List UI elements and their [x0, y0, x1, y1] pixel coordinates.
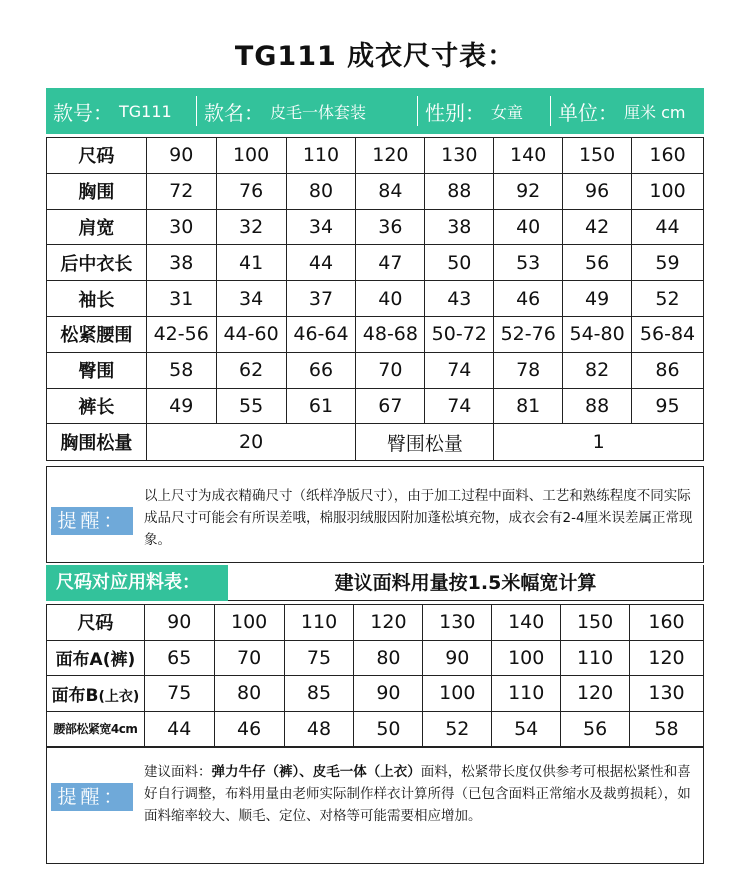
- table-cell: 82: [563, 352, 632, 388]
- table-cell: 62: [216, 352, 286, 388]
- table-row-shoulder: [47, 209, 704, 245]
- table-cell: 32: [216, 209, 286, 245]
- table-cell: 75: [144, 676, 214, 712]
- size-cell: 140: [492, 605, 561, 641]
- table-cell: 90: [354, 676, 423, 712]
- table-cell: 120: [561, 676, 630, 712]
- row-label-main: 面布B: [51, 685, 99, 706]
- table-cell: 46: [494, 281, 563, 317]
- table-cell: 72: [146, 173, 216, 209]
- fabric-reminder-text: [144, 761, 699, 827]
- table-cell: 30: [146, 209, 216, 245]
- text-plain: 面料，松紧带长度仅供参考可根据松紧性和喜好自行调整，布料用量由老师实际制作样衣计算所得（已包含面料正常缩水及裁剪损耗），如面料缩率较大、顺毛、定位、对格等可能需要相应增加。: [144, 764, 691, 824]
- size-table: [46, 137, 704, 461]
- table-cell: 47: [356, 245, 425, 281]
- table-row-back-length: [47, 245, 704, 281]
- table-cell: 50: [354, 711, 423, 747]
- hip-ease-value: 1: [494, 424, 704, 461]
- table-cell: 80: [214, 676, 284, 712]
- row-label: 裤长: [47, 388, 147, 424]
- table-cell: 56: [563, 245, 632, 281]
- table-cell: 55: [216, 388, 286, 424]
- table-cell: 67: [356, 388, 425, 424]
- gender-value: 女童: [491, 102, 524, 122]
- row-label: 后中衣长: [47, 245, 147, 281]
- size-cell: 140: [494, 138, 563, 174]
- table-cell: 75: [284, 640, 354, 676]
- table-cell: 70: [214, 640, 284, 676]
- table-cell: 49: [563, 281, 632, 317]
- table-cell: 49: [146, 388, 216, 424]
- row-label-small: (上衣): [98, 688, 140, 705]
- unit: [551, 88, 703, 134]
- fabric-section-title: 尺码对应用料表：: [46, 565, 228, 601]
- table-cell: 59: [632, 245, 704, 281]
- row-label: 胸围: [47, 173, 147, 209]
- size-cell: 160: [630, 605, 704, 641]
- table-row-waist: [47, 316, 704, 352]
- table-cell: 53: [494, 245, 563, 281]
- table-cell: 46-64: [286, 316, 356, 352]
- table-cell: 48: [284, 711, 354, 747]
- size-header-row: [47, 138, 704, 174]
- table-cell: 90: [423, 640, 492, 676]
- table-cell: 42: [563, 209, 632, 245]
- table-cell: 44-60: [216, 316, 286, 352]
- table-row-chest: [47, 173, 704, 209]
- row-label: [47, 676, 145, 712]
- table-cell: 66: [286, 352, 356, 388]
- table-cell: 58: [630, 711, 704, 747]
- table-cell: 96: [563, 173, 632, 209]
- table-cell: 81: [494, 388, 563, 424]
- table-cell: 37: [286, 281, 356, 317]
- table-cell: 78: [494, 352, 563, 388]
- table-cell: 88: [563, 388, 632, 424]
- size-cell: 100: [214, 605, 284, 641]
- table-cell: 56-84: [632, 316, 704, 352]
- table-cell: 80: [354, 640, 423, 676]
- table-cell: 58: [146, 352, 216, 388]
- size-cell: 130: [423, 605, 492, 641]
- table-row-pants-length: [47, 388, 704, 424]
- table-cell: 38: [146, 245, 216, 281]
- table-cell: 52: [632, 281, 704, 317]
- table-cell: 86: [632, 352, 704, 388]
- table-cell: 92: [494, 173, 563, 209]
- product-info-bar: [46, 88, 704, 134]
- table-cell: 54-80: [563, 316, 632, 352]
- size-cell: 110: [286, 138, 356, 174]
- size-cell: 90: [146, 138, 216, 174]
- size-cell: 100: [216, 138, 286, 174]
- text-plain: 建议面料：: [144, 764, 212, 780]
- table-cell: 41: [216, 245, 286, 281]
- size-cell: 130: [425, 138, 494, 174]
- row-label: 袖长: [47, 281, 147, 317]
- table-cell: 44: [632, 209, 704, 245]
- reminder-text: 以上尺寸为成衣精确尺寸（纸样净版尺寸），由于加工过程中面料、工艺和熟练程度不同实际成品尺寸可能会有所误差哦，棉服羽绒服因附加蓬松填充物，成衣会有2-4厘米误差属正常现象。: [144, 488, 693, 548]
- chest-ease-label: 胸围松量: [47, 424, 147, 461]
- reminder-box: [46, 466, 704, 563]
- size-cell: 120: [356, 138, 425, 174]
- table-cell: 44: [144, 711, 214, 747]
- gender-label: 性别：: [425, 100, 485, 125]
- size-header-label: 尺码: [47, 138, 147, 174]
- row-label: 松紧腰围: [47, 316, 147, 352]
- hip-ease-label: 臀围松量: [356, 424, 494, 461]
- row-label: 臀围: [47, 352, 147, 388]
- fabric-section-header: [46, 565, 704, 601]
- ease-row: [47, 424, 704, 461]
- table-cell: 130: [630, 676, 704, 712]
- table-row-fabric-b: [47, 676, 704, 712]
- style-name: [197, 88, 417, 134]
- table-row-hip: [47, 352, 704, 388]
- table-cell: 76: [216, 173, 286, 209]
- table-cell: 40: [494, 209, 563, 245]
- table-cell: 34: [216, 281, 286, 317]
- table-cell: 84: [356, 173, 425, 209]
- table-cell: 110: [561, 640, 630, 676]
- row-label: 腰部松紧宽4cm: [47, 711, 145, 747]
- table-row-sleeve: [47, 281, 704, 317]
- style-no-value: TG111: [119, 101, 172, 121]
- table-cell: 40: [356, 281, 425, 317]
- fabric-header-row: [47, 605, 704, 641]
- page-title: TG111 成衣尺寸表：: [234, 41, 516, 72]
- table-cell: 85: [284, 676, 354, 712]
- table-cell: 31: [146, 281, 216, 317]
- table-row-fabric-a: [47, 640, 704, 676]
- chest-ease-value: 20: [146, 424, 356, 461]
- table-cell: 43: [425, 281, 494, 317]
- table-row-waistband: [47, 711, 704, 747]
- table-cell: 44: [286, 245, 356, 281]
- table-cell: 74: [425, 352, 494, 388]
- table-cell: 74: [425, 388, 494, 424]
- unit-value: 厘米 cm: [624, 102, 686, 122]
- table-cell: 100: [632, 173, 704, 209]
- table-cell: 50-72: [425, 316, 494, 352]
- fabric-table: [46, 604, 704, 747]
- table-cell: 80: [286, 173, 356, 209]
- table-cell: 70: [356, 352, 425, 388]
- fabric-reminder-box: [46, 747, 704, 864]
- table-cell: 61: [286, 388, 356, 424]
- table-cell: 42-56: [146, 316, 216, 352]
- size-cell: 90: [144, 605, 214, 641]
- row-label: 面布A(裤): [47, 640, 145, 676]
- size-cell: 150: [563, 138, 632, 174]
- style-no: [46, 88, 196, 134]
- fabric-header-label: 尺码: [47, 605, 145, 641]
- style-name-value: 皮毛一体套装: [270, 102, 367, 122]
- gender: [418, 88, 550, 134]
- table-cell: 52: [423, 711, 492, 747]
- table-cell: 34: [286, 209, 356, 245]
- table-cell: 120: [630, 640, 704, 676]
- size-cell: 150: [561, 605, 630, 641]
- table-cell: 100: [492, 640, 561, 676]
- unit-label: 单位：: [558, 100, 618, 125]
- reminder-tag: 提醒：: [51, 783, 133, 811]
- table-cell: 65: [144, 640, 214, 676]
- row-label: 肩宽: [47, 209, 147, 245]
- table-cell: 54: [492, 711, 561, 747]
- table-cell: 56: [561, 711, 630, 747]
- table-cell: 48-68: [356, 316, 425, 352]
- size-cell: 160: [632, 138, 704, 174]
- table-cell: 38: [425, 209, 494, 245]
- table-cell: 100: [423, 676, 492, 712]
- table-cell: 46: [214, 711, 284, 747]
- size-cell: 120: [354, 605, 423, 641]
- size-cell: 110: [284, 605, 354, 641]
- style-no-label: 款号：: [53, 100, 113, 125]
- table-cell: 88: [425, 173, 494, 209]
- text-bold: 弹力牛仔（裤）、皮毛一体（上衣）: [211, 764, 421, 780]
- table-cell: 36: [356, 209, 425, 245]
- table-cell: 50: [425, 245, 494, 281]
- table-cell: 95: [632, 388, 704, 424]
- table-cell: 52-76: [494, 316, 563, 352]
- table-cell: 110: [492, 676, 561, 712]
- reminder-tag: 提醒：: [51, 507, 133, 535]
- fabric-section-subtitle: 建议面料用量按1.5米幅宽计算: [228, 565, 704, 601]
- style-name-label: 款名：: [204, 100, 264, 125]
